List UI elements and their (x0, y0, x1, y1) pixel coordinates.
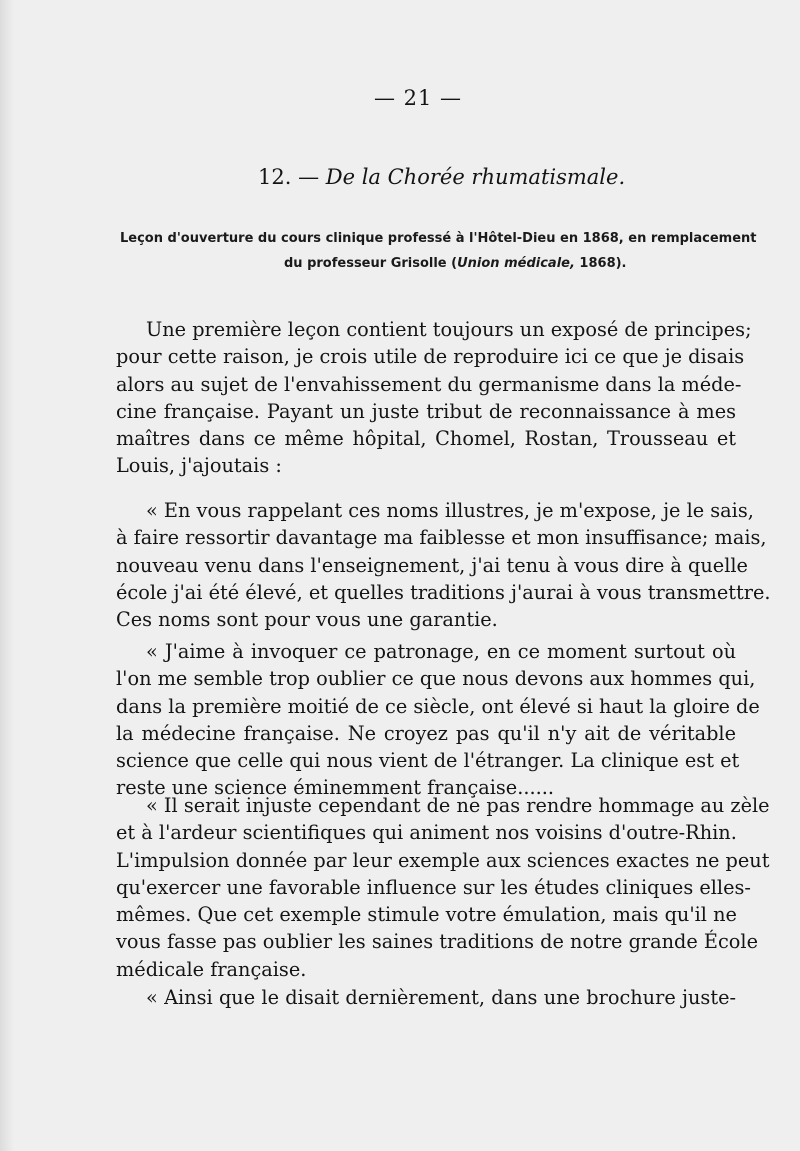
paragraph-2 (116, 497, 771, 633)
paragraph-1 (116, 316, 752, 480)
text-line: école j'ai été élevé, et quelles traditions j'aurai à vous transmettre. (116, 580, 771, 604)
text-line: médicale française. (116, 957, 307, 981)
chapter-heading (258, 165, 625, 189)
subtitle-line-2-suffix: 1868). (574, 256, 627, 271)
paragraph-3 (116, 638, 760, 802)
chapter-number: 12. — (258, 165, 320, 189)
text-line: et à l'ardeur scientifiques qui animent nos voisins d'outre-Rhin. (116, 821, 737, 845)
text-line: pour cette raison, je crois utile de reproduire ici ce que je disais (116, 345, 745, 369)
text-line: alors au sujet de l'envahissement du germanisme dans la méde- (116, 372, 742, 396)
text-line: science que celle qui nous vient de l'étranger. La clinique est et (116, 749, 740, 773)
text-line: L'impulsion donnée par leur exemple aux sciences exactes ne peut (116, 848, 770, 872)
text-line: qu'exercer une favorable influence sur les études cliniques elles- (116, 875, 751, 899)
text-line: « En vous rappelant ces noms illustres, je m'expose, je le sais, (146, 499, 754, 522)
subtitle-line-2-prefix: du professeur Grisolle ( (284, 256, 458, 271)
text-line: vous fasse pas oublier les saines traditions de notre grande École (116, 930, 758, 954)
paragraph-5 (116, 984, 736, 1011)
text-line: « Il serait injuste cependant de ne pas rendre hommage au zèle (146, 794, 770, 817)
page-edge-shadow (0, 0, 14, 1151)
text-line: l'on me semble trop oublier ce que nous devons aux hommes qui, (116, 667, 756, 691)
subtitle-line-1: Leçon d'ouverture du cours clinique professé à l'Hôtel-Dieu en 1868, en remplacement (120, 231, 757, 246)
text-line: mêmes. Que cet exemple stimule votre émulation, mais qu'il ne (116, 903, 737, 927)
lecture-subtitle (120, 226, 757, 276)
text-line: cine française. Payant un juste tribut de reconnaissance à mes (116, 399, 736, 423)
subtitle-source: Union médicale, (457, 256, 575, 271)
paragraph-4 (116, 792, 770, 983)
page-number: — 21 — (373, 86, 463, 110)
text-line: à faire ressortir davantage ma faiblesse et mon insuffisance; mais, (116, 526, 767, 550)
text-line: dans la première moitié de ce siècle, ont élevé si haut la gloire de (116, 694, 760, 718)
subtitle-line-2 (120, 251, 740, 276)
text-line: la médecine française. Ne croyez pas qu'il n'y ait de véritable (116, 721, 736, 745)
text-line: maîtres dans ce même hôpital, Chomel, Rostan, Trousseau et (116, 427, 736, 451)
text-line: « Ainsi que le disait dernièrement, dans une brochure juste- (146, 986, 736, 1009)
text-line: Louis, j'ajoutais : (116, 454, 282, 478)
text-line: reste une science éminemment française...... (116, 776, 554, 800)
text-line: Une première leçon contient toujours un exposé de principes; (146, 318, 752, 341)
text-line: Ces noms sont pour vous une garantie. (116, 608, 498, 632)
chapter-title: De la Chorée rhumatismale. (325, 165, 626, 189)
text-line: nouveau venu dans l'enseignement, j'ai tenu à vous dire à quelle (116, 553, 748, 577)
text-line: « J'aime à invoquer ce patronage, en ce moment surtout où (146, 640, 736, 663)
